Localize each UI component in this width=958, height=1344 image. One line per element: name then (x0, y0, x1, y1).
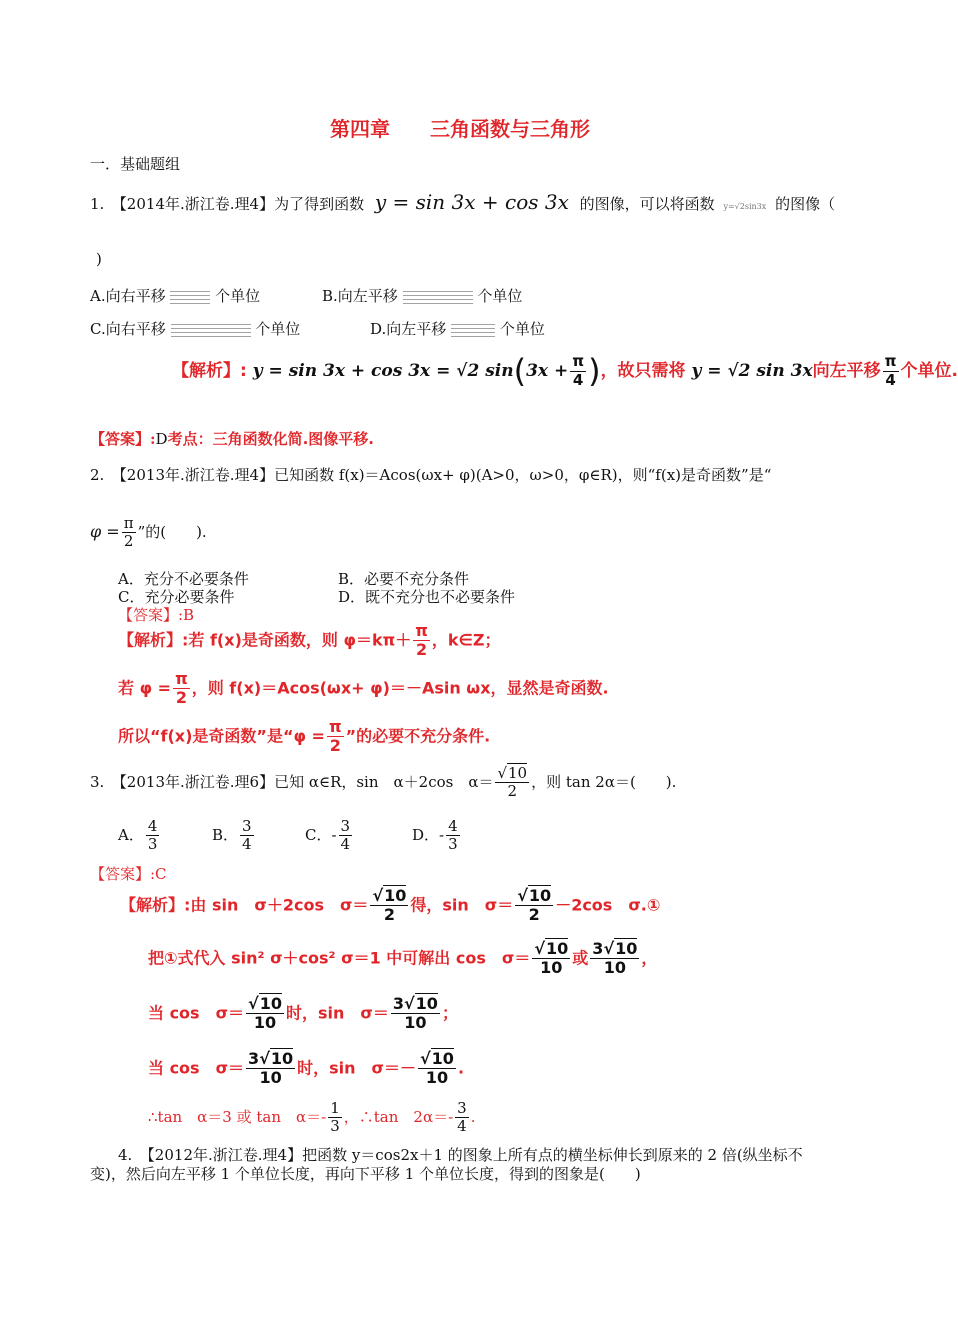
q1-sol-label: 【解析】: (172, 361, 247, 381)
q3-s5-four: 4 (457, 1117, 467, 1136)
q1-text-b: 的图像，可以将函数 (579, 195, 715, 213)
q3-s3-sqrt2: 10 (415, 994, 438, 1013)
question-4-line-2: 变)，然后向左平移 1 个单位长度，再向下平移 1 个单位长度，得到的图象是( ) (90, 1165, 641, 1183)
q1-ans-value: D (155, 430, 168, 448)
q1-option-c (90, 318, 300, 339)
section-heading: 一．基础题组 (90, 155, 181, 173)
q3-s3-ten2: 10 (404, 1013, 427, 1033)
q3-s4-three: 3 (248, 1049, 260, 1068)
q1-solution: 【解析】: y = sin 3x + cos 3x = √2 sin(3x + $\frac{\pi}{4}$ )，故只需将 y = √2 sin 3x向左平移 $\frac{\pi}{4}$ 个单位. (172, 352, 958, 390)
q3-text-b: ，则 tan 2α＝( ). (531, 772, 677, 791)
q1-ans-label: 【答案】: (90, 430, 156, 448)
q3-solution-4: 当 cos σ＝ $\frac{3√10}{10}$ 时，sin σ＝－ $\frac{√10}{10}$ . (148, 1049, 465, 1088)
q3-solution-5 (148, 1100, 475, 1136)
q1-sol-text3: 个单位. (900, 361, 958, 381)
q1-unit-b: 个单位 (477, 287, 523, 305)
q3-s1-sqrt2: 10 (528, 886, 552, 905)
q3-opt-c-label: C．- (305, 825, 337, 844)
q1-sol-inner: 3x + (526, 361, 569, 381)
q1-unit-a: 个单位 (215, 287, 261, 305)
q1-sol-math: y = sin 3x + cos 3x = √2 sin (252, 361, 514, 381)
q2-option-c: C．充分必要条件 (118, 588, 235, 606)
q3-s3-sqrt: 10 (259, 994, 282, 1013)
blurred-formula-image (451, 323, 495, 337)
q3-solution-1: 【解析】:由 sin σ＋2cos σ＝ $\frac{√10}{2}$ 得，sin σ＝ $\frac{√10}{2}$ －2cos σ.① (120, 886, 661, 925)
q3-s1-two: 2 (383, 905, 395, 925)
q2-solution-2 (118, 670, 609, 708)
q2-sol3b: ”的必要不充分条件. (345, 726, 491, 746)
q3-opt-c-den: 4 (340, 835, 351, 854)
question-3: 3. 【2013年.浙江卷.理6】已知 α∈R，sin α＋2cos α＝ $\frac{√10}{2}$ ，则 tan 2α＝( ). (90, 764, 677, 801)
q3-s3-ten: 10 (253, 1013, 277, 1033)
q3-s1a: 【解析】:由 sin σ＋2cos σ＝ (120, 895, 369, 915)
q3-s2-three: 3 (592, 939, 604, 958)
q3-opt-b-label: B． (212, 825, 239, 844)
q2-sol2-pi: π (175, 669, 188, 688)
q3-s4-ten: 10 (259, 1068, 282, 1088)
q2-after: ”的( ). (137, 522, 207, 541)
q1-pi: π (572, 352, 585, 371)
q1-unit-c: 个单位 (255, 320, 301, 338)
q2-sol3-two: 2 (329, 736, 341, 756)
q3-s4-sqrt: 10 (270, 1049, 294, 1068)
q3-s1b: 得，sin σ＝ (410, 895, 514, 915)
q3-sqrt10: 10 (508, 764, 528, 782)
q3-text-a: 3. 【2013年.浙江卷.理6】已知 α∈R，sin α＋2cos α＝ (90, 772, 494, 791)
q3-option-a (118, 818, 161, 854)
q1-opt-a-label: A.向右平移 (90, 287, 166, 305)
q1-sol-text2: 向左平移 (812, 361, 881, 381)
q3-answer: 【答案】:C (90, 865, 167, 883)
q3-s3-three: 3 (392, 994, 404, 1013)
q3-s2-ten2: 10 (603, 958, 626, 978)
q3-option-c (305, 818, 354, 854)
question-1 (90, 190, 835, 214)
q1-four: 4 (572, 370, 584, 389)
q3-opt-d-num: 4 (448, 817, 458, 835)
q1-text-a: 1. 【2014年.浙江卷.理4】为了得到函数 (90, 195, 365, 213)
blurred-formula-image (171, 323, 251, 337)
q2-option-a: A．充分不必要条件 (118, 570, 249, 588)
q1-four-2: 4 (885, 370, 896, 389)
q1-option-d (370, 318, 545, 339)
q3-opt-d-den: 3 (448, 835, 458, 854)
q3-s3c: ； (441, 1003, 458, 1023)
q2-sol2b: ，则 f(x)＝Acos(ωx+ φ)＝－Asin ωx，显然是奇函数. (191, 678, 609, 698)
q1-opt-b-label: B.向左平移 (322, 287, 398, 305)
q2-phi-eq: φ = (90, 521, 120, 541)
q1-opt-d-label: D.向左平移 (370, 320, 447, 338)
q3-s5-three2: 3 (457, 1099, 467, 1117)
q1-text-c: 的图像（ (775, 195, 836, 213)
q3-s4-ten2: 10 (425, 1068, 449, 1088)
q3-s3b: 时，sin σ＝ (285, 1003, 389, 1023)
q3-opt-c-num: 3 (340, 817, 351, 835)
q3-opt-a-label: A． (118, 825, 144, 844)
q3-s5c: . (470, 1107, 476, 1126)
q2-phi-line (90, 515, 207, 551)
q3-two: 2 (507, 782, 518, 801)
question-4-line-1: 4. 【2012年.浙江卷.理4】把函数 y＝cos2x＋1 的图象上所有点的横坐标伸长到原来的 2 倍(纵坐标不 (118, 1146, 803, 1164)
q2-option-d: D．既不充分也不必要条件 (338, 588, 516, 606)
q3-option-d (412, 818, 462, 854)
q3-s1-sqrt: 10 (384, 886, 407, 905)
q1-sol-math2: y = √2 sin 3x (691, 361, 813, 381)
q3-s2-sqrt2: 10 (615, 939, 638, 958)
q3-s2c: ， (641, 948, 658, 968)
q2-sol2-two: 2 (175, 688, 187, 708)
q2-sol1a: 【解析】:若 f(x)是奇函数，则 φ＝kπ＋ (118, 630, 412, 650)
q2-answer: 【答案】:B (118, 606, 195, 624)
q1-answer (90, 428, 374, 449)
q3-opt-b-num: 3 (242, 817, 252, 835)
q3-s1c: －2cos σ.① (555, 895, 661, 915)
q3-s5a: ∴tan α＝3 或 tan α＝- (148, 1107, 327, 1126)
q3-opt-b-den: 4 (242, 835, 252, 854)
q2-option-b: B．必要不充分条件 (338, 570, 470, 588)
q3-solution-2: 把①式代入 sin² σ＋cos² σ＝1 中可解出 cos σ＝ $\frac{√10}{10}$ 或 $\frac{3√10}{10}$ ， (148, 939, 658, 978)
q2-solution-3 (118, 718, 490, 756)
q1-opt-c-label: C.向右平移 (90, 320, 166, 338)
q1-option-a (90, 285, 260, 306)
q3-s4b: 时，sin σ＝－ (297, 1058, 416, 1078)
q3-s4a: 当 cos σ＝ (148, 1058, 245, 1078)
q1-unit-d: 个单位 (499, 320, 545, 338)
q2-pi: π (123, 514, 134, 532)
q3-s5-three: 3 (330, 1117, 340, 1136)
blurred-formula-image (170, 290, 210, 304)
q1-kaodian: 考点：三角函数化简.图像平移. (167, 430, 374, 448)
q3-s3a: 当 cos σ＝ (148, 1003, 245, 1023)
q2-sol1b: ，k∈Z； (431, 630, 501, 650)
q2-sol3-pi: π (328, 717, 342, 736)
q3-s4c: . (457, 1058, 465, 1078)
q3-opt-a-num: 4 (147, 817, 158, 835)
question-2: 2. 【2013年.浙江卷.理4】已知函数 f(x)＝Acos(ωx+ φ)(A>0，ω>0，φ∈R)，则“f(x)是奇函数”是“ (90, 466, 772, 484)
q2-sol3a: 所以“f(x)是奇函数”是“φ = (118, 726, 325, 746)
q3-s2-ten: 10 (540, 958, 563, 978)
q3-s2-sqrt: 10 (546, 939, 569, 958)
q3-s4-sqrt2: 10 (431, 1049, 454, 1068)
q3-s1-two2: 2 (528, 905, 540, 925)
q2-two: 2 (123, 532, 134, 551)
q2-sol1-pi: π (415, 621, 428, 640)
q1-option-b (322, 285, 522, 306)
q3-s5-one: 1 (330, 1099, 340, 1117)
q2-solution-1 (118, 622, 501, 660)
q1-pi-2: π (884, 352, 897, 371)
q3-s5b: ，∴tan 2α＝- (343, 1107, 454, 1126)
q3-opt-a-den: 3 (147, 835, 158, 854)
q1-paren-close: ) (96, 250, 102, 268)
q2-sol1-two: 2 (416, 640, 428, 660)
blurred-formula-image (403, 290, 473, 304)
q3-opt-d-label: D．- (412, 825, 445, 844)
page-title: 第四章 三角函数与三角形 (330, 117, 590, 141)
q3-s2b: 或 (572, 948, 589, 968)
q3-solution-3: 当 cos σ＝ $\frac{√10}{10}$ 时，sin σ＝ $\frac{3√10}{10}$ ； (148, 994, 458, 1033)
q3-s2a: 把①式代入 sin² σ＋cos² σ＝1 中可解出 cos σ＝ (148, 948, 531, 968)
q1-tiny-formula: y=√2sin3x (723, 202, 767, 211)
q1-sol-text: ，故只需将 (600, 361, 686, 381)
q2-sol2a: 若 φ = (118, 678, 172, 698)
q1-formula: y = sin 3x + cos 3x (374, 190, 569, 214)
q3-option-b (212, 818, 256, 854)
